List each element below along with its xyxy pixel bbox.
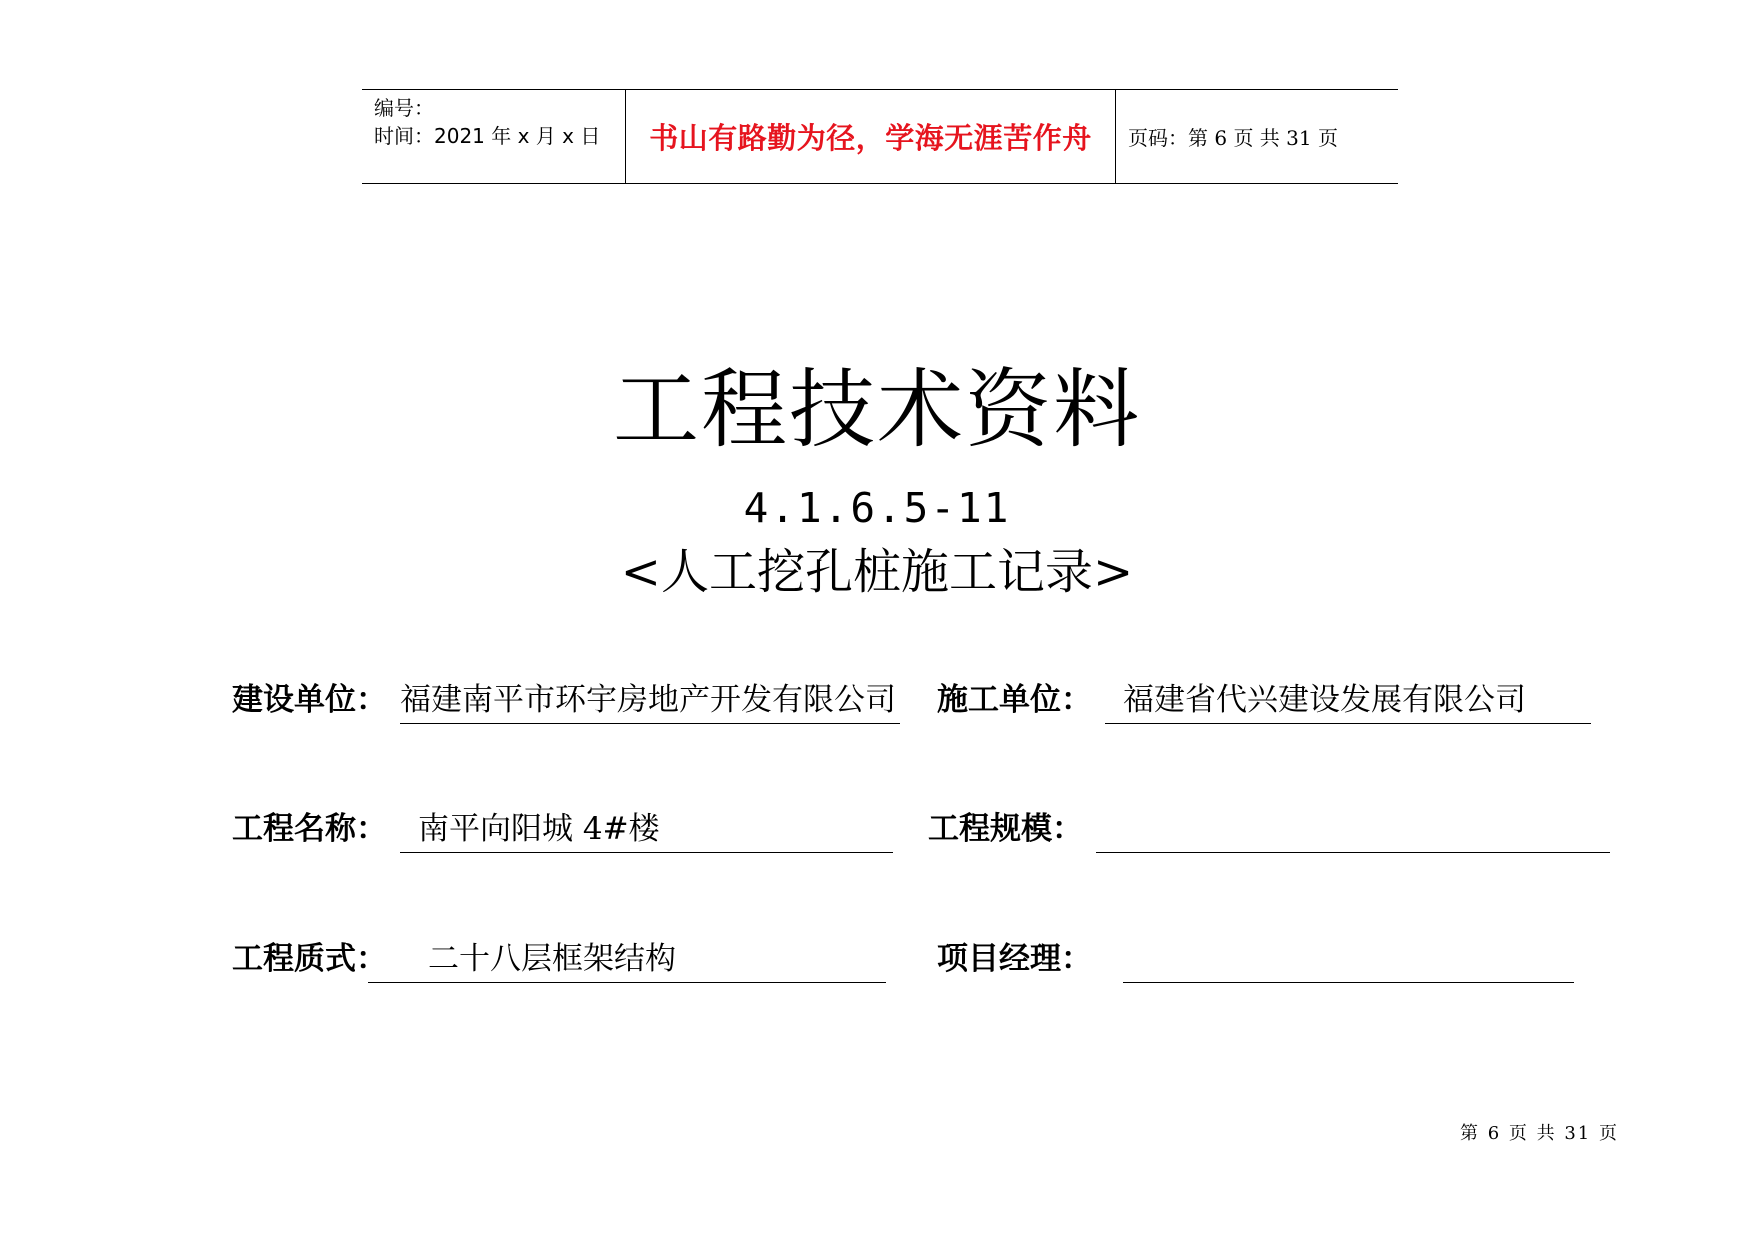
document-subtitle: <人工挖孔桩施工记录>: [620, 544, 1134, 600]
header-page-cell: [1116, 90, 1398, 183]
date-label: 时间：2021 年 x 月 x 日: [374, 124, 601, 148]
manager-label: 项目经理：: [937, 941, 1092, 977]
builder-value: 福建南平市环宇房地产开发有限公司: [400, 682, 896, 718]
page-footer: 第 6 页 共 31 页: [1460, 1123, 1619, 1144]
builder-label: 建设单位：: [232, 682, 387, 718]
motto-text: 书山有路勤为径，学海无涯苦作舟: [649, 121, 1092, 155]
document-code: 4.1.6.5-11: [743, 484, 1011, 532]
structure-value: 二十八层框架结构: [428, 941, 676, 977]
header-left-cell: [362, 90, 626, 183]
row-structure-manager: [232, 939, 1754, 987]
contractor-field[interactable]: [1105, 680, 1591, 724]
manager-field[interactable]: [1123, 939, 1574, 983]
builder-field[interactable]: [400, 680, 900, 724]
contractor-label: 施工单位：: [937, 682, 1092, 718]
project-scale-label: 工程规模：: [928, 811, 1083, 847]
document-title: 工程技术资料: [613, 360, 1141, 460]
project-name-label: 工程名称：: [232, 811, 387, 847]
row-project-name-scale: [232, 809, 1754, 857]
page-code: 页码：第 6 页 共 31 页: [1128, 126, 1338, 150]
document-header: [362, 89, 1398, 184]
project-scale-field[interactable]: [1096, 809, 1610, 853]
number-label: 编号：: [374, 96, 434, 120]
contractor-value: 福建省代兴建设发展有限公司: [1123, 682, 1526, 718]
project-name-value: 南平向阳城 4#楼: [418, 811, 660, 847]
project-name-field[interactable]: [400, 809, 893, 853]
row-builder-contractor: [232, 680, 1754, 728]
structure-label: 工程质式：: [232, 941, 387, 977]
header-motto-cell: [626, 90, 1116, 183]
structure-field[interactable]: [368, 939, 886, 983]
